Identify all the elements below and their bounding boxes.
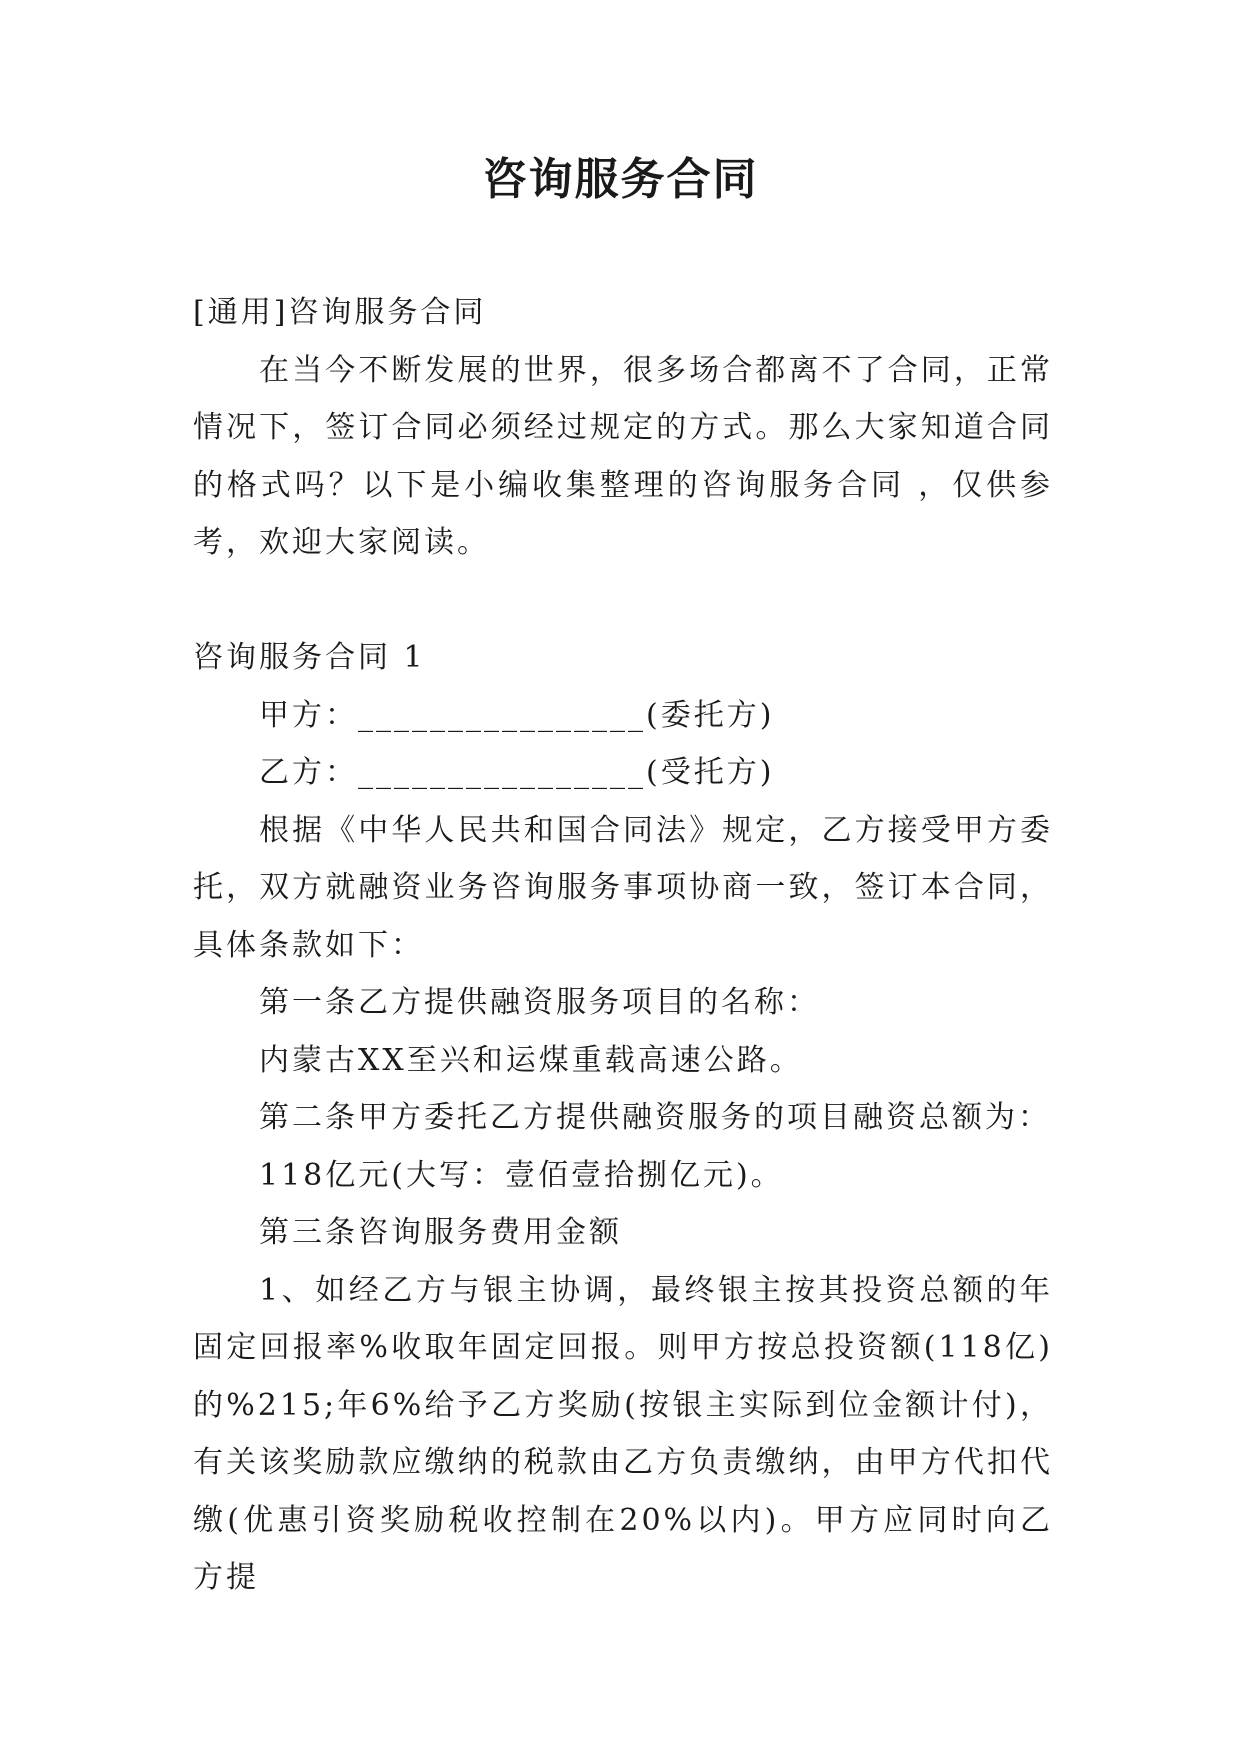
article-2-body: 118亿元(大写：壹佰壹拾捌亿元)。 xyxy=(259,1157,784,1193)
article-1-body: 内蒙古XX至兴和运煤重载高速公路。 xyxy=(259,1042,803,1078)
document-title: 咨询服务合同 xyxy=(482,154,759,205)
intro-paragraph: 在当今不断发展的世界，很多场合都离不了合同，正常情况下，签订合同必须经过规定的方式。那么大家知道合同的格式吗？以下是小编收集整理的咨询服务合同 ，仅供参考，欢迎大家阅读。 xyxy=(193,352,1053,560)
blank-line xyxy=(193,572,1053,630)
article-1-title: 第一条乙方提供融资服务项目的名称： xyxy=(259,985,820,1020)
article-3-title: 第三条咨询服务费用金额 xyxy=(259,1215,622,1250)
article-3-item-1: 1、如经乙方与银主协调，最终银主按其投资总额的年固定回报率%收取年固定回报。则甲方按总投资额(118亿)的%215;年6%给予乙方奖励(按银主实际到位金额计付)，有关该奖励款应缴纳的税款由乙方负责缴纳，由甲方代扣代缴(优惠引资奖励税收控制在20%以内)。甲方应同时向乙方提 xyxy=(193,1272,1053,1595)
section-heading: 咨询服务合同 1 xyxy=(193,640,426,675)
document-subtitle: [通用]咨询服务合同 xyxy=(193,295,487,330)
preamble-paragraph: 根据《中华人民共和国合同法》规定，乙方接受甲方委托，双方就融资业务咨询服务事项协商一致，签订本合同，具体条款如下： xyxy=(193,812,1053,963)
article-2-title: 第二条甲方委托乙方提供融资服务的项目融资总额为： xyxy=(259,1100,1051,1135)
party-a-line: 甲方：________________(委托方) xyxy=(259,697,775,733)
party-b-line: 乙方：________________(受托方) xyxy=(259,755,775,790)
document-body xyxy=(193,284,1053,1607)
